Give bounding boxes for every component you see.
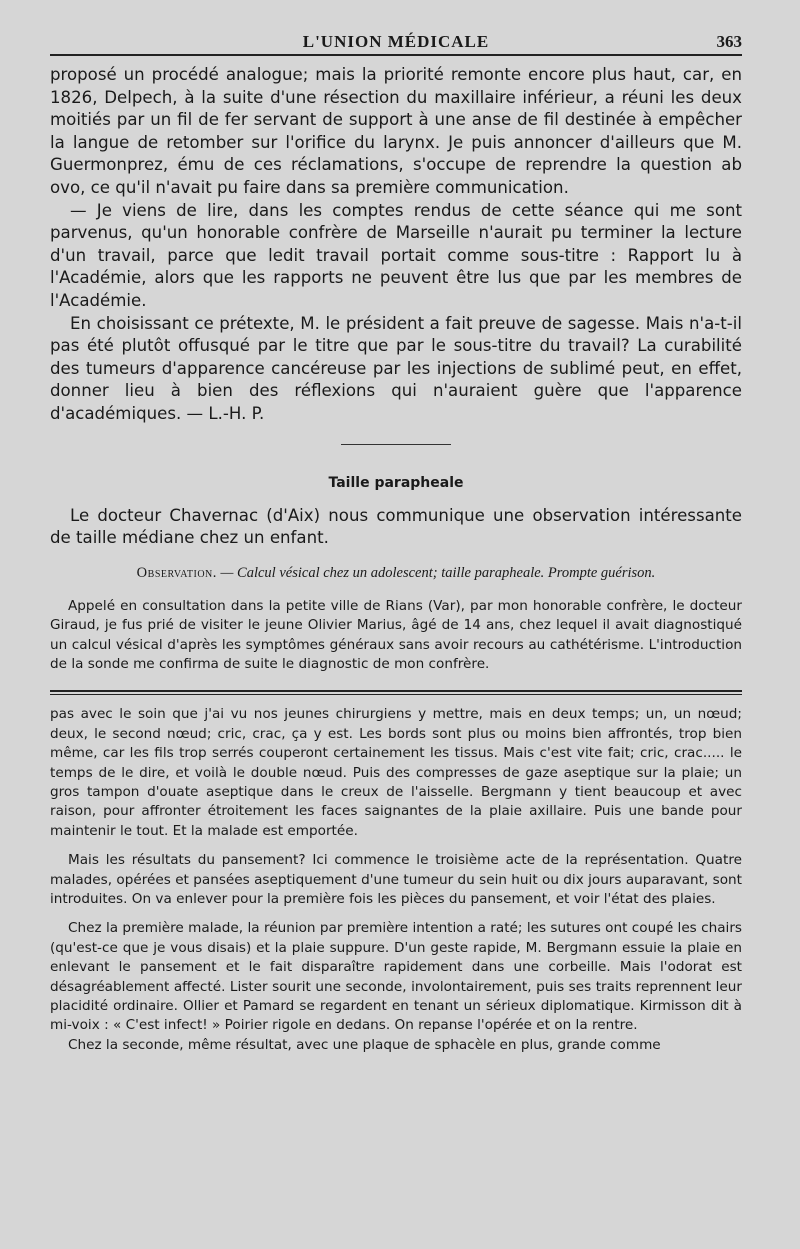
section-separator bbox=[341, 444, 451, 445]
page-number: 363 bbox=[716, 32, 742, 51]
paragraph-president: En choisissant ce prétexte, M. le président a fait preuve de sagesse. Mais n'a-t-il pas été plutôt offusqué par le titre que par le sous-titre du travail? La curabilité des tumeurs d'apparence cancéreuse par les injections de sublimé peut, en effet, donner lieu à bien des réflexions qui n'auraient guère que l'apparence d'académiques. — L.-H. P. bbox=[50, 313, 742, 423]
feuilleton-paragraph-3: Chez la première malade, la réunion par première intention a raté; les sutures ont coupé les chairs (qu'est-ce que je vous disais) et la plaie suppure. D'un geste rapide, M. Bergmann essuie la plaie en enlevant le pansement et le fait disparaître rapidement dans une corbeille. Mais l'odorat est désagréablement affecté. Lister sourit une seconde, involontairement, puis ses traits reprennent leur placidité ordinaire. Ollier et Pamard se regardent en tenant un sérieux diplomatique. Kirmisson dit à mi-voix : « C'est infect! » Poirier rigole en dedans. On repanse l'opérée et on la rentre. bbox=[50, 920, 742, 1034]
paragraph-priority: proposé un procédé analogue; mais la priorité remonte encore plus haut, car, en 1826, Delpech, à la suite d'une résection du maxillaire inférieur, a réuni les deux moitiés par un fil de fer servant de support à une anse de fil destinée à empêcher la langue de retomber sur l'orifice du larynx. Je puis annoncer d'ailleurs que M. Guermonprez, ému de ces réclamations, s'occupe de reprendre la question ab ovo, ce qu'il n'avait pu faire dans sa première communication. bbox=[50, 65, 742, 197]
observation-title: — Calcul vésical chez un adolescent; taille parapheale. Prompte guérison. bbox=[220, 564, 656, 581]
section-intro: Le docteur Chavernac (d'Aix) nous communique une observation intéressante de taille médiane chez un enfant. bbox=[50, 505, 742, 548]
page-header bbox=[50, 28, 742, 56]
feuilleton-rule-top bbox=[50, 690, 742, 692]
feuilleton-paragraph-1: pas avec le soin que j'ai vu nos jeunes chirurgiens y mettre, mais en deux temps; un, un nœud; deux, le second nœud; cric, crac, ça y est. Les bords sont plus ou moins bien affrontés, trop bien même, car les fils trop serrés couperont certainement les tissus. Mais c'est vite fait; cric, crac..... le temps de le dire, et voilà le double nœud. Puis des compresses de gaze aseptique sur la plaie; un gros tampon d'ouate aseptique dans le creux de l'aisselle. Bergmann y tient beaucoup et avec raison, pour affronter étroitement les faces saignantes de la plaie axillaire. Puis une bande pour maintenir le tout. Et la malade est emportée. bbox=[50, 706, 742, 839]
feuilleton-paragraph-2: Mais les résultats du pansement? Ici commence le troisième acte de la représentation. Quatre malades, opérées et pansées aseptiquement d'une tumeur du sein huit ou dix jours auparavant, sont introduites. On va enlever pour la première fois les pièces du pansement, et voir l'état des plaies. bbox=[50, 852, 742, 907]
observation-label: Observation. bbox=[136, 564, 217, 581]
feuilleton-rule-bottom bbox=[50, 694, 742, 695]
section-title: Taille parapheale bbox=[328, 474, 464, 491]
observation-heading bbox=[50, 564, 742, 583]
paragraph-marseille: — Je viens de lire, dans les comptes rendus de cette séance qui me sont parvenus, qu'un honorable confrère de Marseille n'aurait pu terminer la lecture d'un travail, parce que ledit travail portait comme sous-titre : Rapport lu à l'Académie, alors que les rapports ne peuvent être lus que par les membres de l'Académie. bbox=[50, 200, 742, 310]
running-title: L'UNION MÉDICALE bbox=[302, 32, 490, 51]
feuilleton-paragraph-4: Chez la seconde, même résultat, avec une plaque de sphacèle en plus, grande comme bbox=[68, 1036, 661, 1053]
observation-text: Appelé en consultation dans la petite ville de Rians (Var), par mon honorable confrère, le docteur Giraud, je fus prié de visiter le jeune Olivier Marius, âgé de 14 ans, chez lequel il avait diagnostiqué un calcul vésical d'après les symptômes généraux sans avoir recours au cathétérisme. L'introduction de la sonde me confirma de suite le diagnostic de mon confrère. bbox=[50, 597, 742, 672]
